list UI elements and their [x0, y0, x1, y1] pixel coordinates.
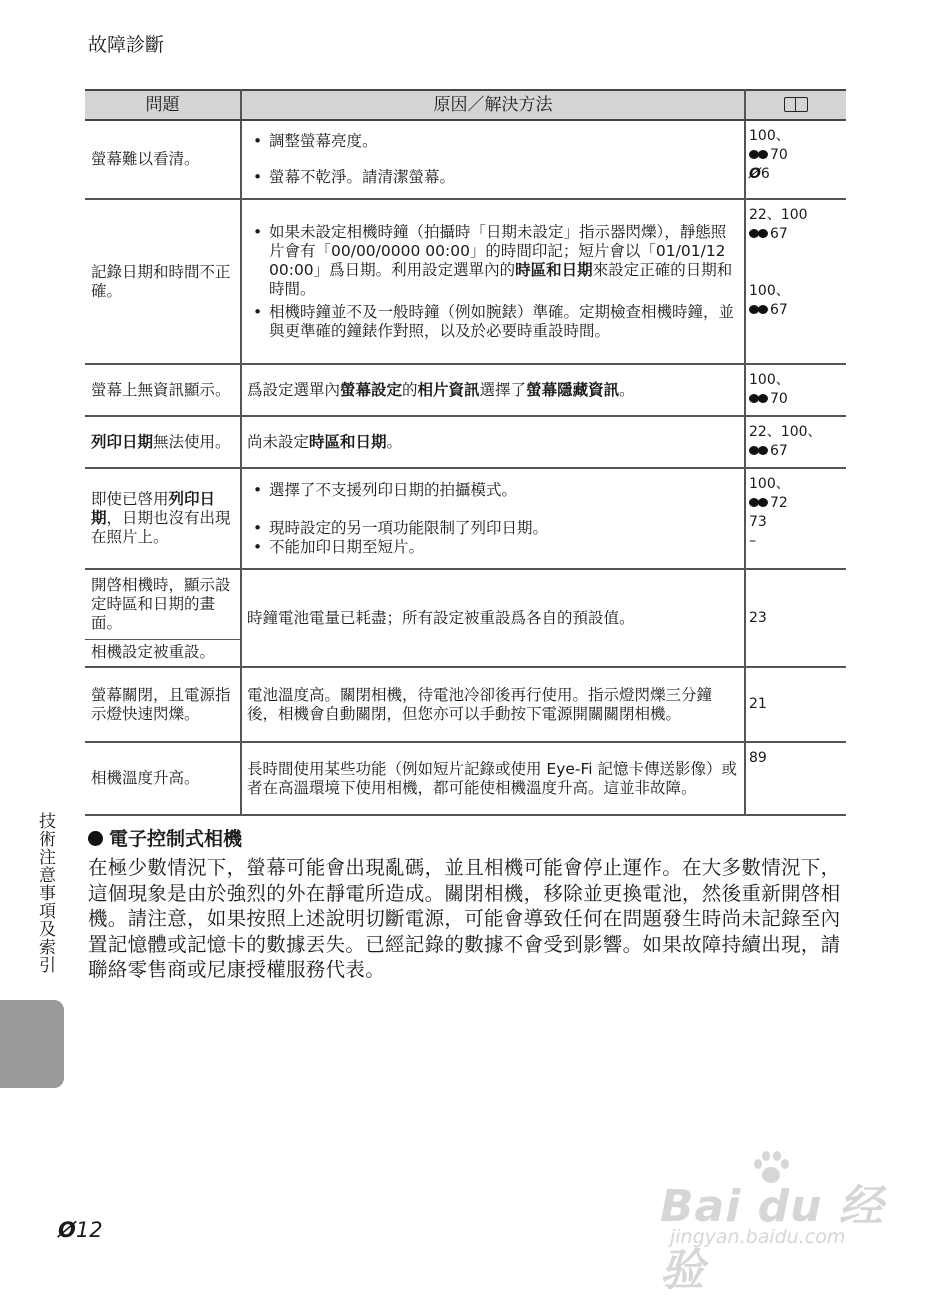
problem-cell: 螢幕關閉，且電源指示燈快速閃爍。 — [85, 667, 241, 742]
table-row — [85, 468, 846, 569]
list-item: • 相機時鐘並不及一般時鐘（例如腕錶）準確。定期檢查相機時鐘，並與更準確的鐘錶作對照，以及於必要時重設時間。 — [247, 303, 739, 341]
list-item: • 螢幕不乾淨。請清潔螢幕。 — [247, 168, 739, 187]
page-ref: 100、 — [749, 128, 790, 144]
reference-section-icon — [749, 446, 769, 456]
page-number: Ø12 — [58, 1218, 103, 1242]
watermark — [660, 1150, 920, 1296]
page-ref: 22、100、 — [749, 424, 822, 440]
table-row — [85, 416, 846, 468]
list-item: • 不能加印日期至短片。 — [247, 538, 739, 557]
technical-notes-icon: Ø — [749, 166, 761, 182]
list-item: • 選擇了不支援列印日期的拍攝模式。 — [247, 481, 739, 500]
cause-cell: 時鐘電池電量已耗盡；所有設定被重設爲各自的預設值。 — [241, 569, 745, 667]
problem-cell: 記錄日期和時間不正確。 — [85, 199, 241, 364]
problem-cell: 即使已啓用列印日期，日期也沒有出現在照片上。 — [85, 468, 241, 569]
problem-cell: 開啓相機時，顯示設定時區和日期的畫面。 — [85, 569, 241, 639]
problem-cell: 螢幕上無資訊顯示。 — [85, 364, 241, 416]
page-ref: 100、 — [749, 283, 790, 299]
troubleshooting-table — [85, 89, 846, 816]
page-ref: 67 — [749, 225, 843, 244]
page-ref: 22、100 — [749, 207, 808, 223]
page-ref: 67 — [749, 301, 843, 320]
cause-cell: 長時間使用某些功能（例如短片記錄或使用 Eye-Fi 記憶卡傳送影像）或者在高溫環境下使用相機，都可能使相機溫度升高。這並非故障。 — [241, 742, 745, 815]
cause-cell — [241, 120, 745, 199]
page-ref: 70 — [749, 146, 843, 165]
reference-cell: 89 — [745, 742, 846, 815]
reference-cell — [745, 199, 846, 364]
page-ref: – — [749, 533, 756, 549]
column-header-cause: 原因／解決方法 — [241, 90, 745, 120]
cause-cell — [241, 199, 745, 364]
table-row — [85, 569, 846, 639]
table-row — [85, 199, 846, 364]
list-item: • 如果未設定相機時鐘（拍攝時「日期未設定」指示器閃爍），靜態照片會有「00/00/0000 00:00」的時間印記；短片會以「01/01/12 00:00」爲日期。利用設定選單內的時區和日期來設定正確的日期和時間。 — [247, 223, 739, 299]
list-item: • 現時設定的另一項功能限制了列印日期。 — [247, 519, 739, 538]
column-header-reference — [745, 90, 846, 120]
reference-cell — [745, 120, 846, 199]
list-item: • 調整螢幕亮度。 — [247, 132, 739, 151]
reference-section-icon — [749, 305, 769, 315]
reference-section-icon — [749, 394, 769, 404]
page-ref: 67 — [749, 442, 843, 461]
reference-book-icon — [783, 96, 809, 113]
problem-cell: 相機溫度升高。 — [85, 742, 241, 815]
column-header-problem: 問題 — [85, 90, 241, 120]
reference-cell: 23 — [745, 569, 846, 667]
cause-cell: 尚未設定時區和日期。 — [241, 416, 745, 468]
cause-cell: 電池溫度高。關閉相機，待電池冷卻後再行使用。指示燈閃爍三分鐘後，相機會自動關閉，但您亦可以手動按下電源開關關閉相機。 — [241, 667, 745, 742]
page-ref: Ø6 — [749, 166, 770, 182]
page-ref: 100、 — [749, 372, 790, 388]
table-row — [85, 364, 846, 416]
side-tab-label: 技術注意事項及索引 — [35, 812, 55, 974]
reference-cell — [745, 468, 846, 569]
cause-cell — [241, 468, 745, 569]
reference-cell — [745, 364, 846, 416]
reference-section-icon — [749, 498, 769, 508]
watermark-url: jingyan.baidu.com — [670, 1226, 846, 1248]
reference-section-icon — [749, 229, 769, 239]
side-tab-marker — [0, 1000, 64, 1088]
reference-cell: 21 — [745, 667, 846, 742]
problem-cell: 列印日期無法使用。 — [85, 416, 241, 468]
table-row — [85, 120, 846, 199]
technical-notes-icon: Ø — [58, 1218, 76, 1242]
bullet-dot-icon — [88, 831, 103, 846]
page-ref: 72 — [749, 494, 843, 513]
reference-cell — [745, 416, 846, 468]
table-header-row — [85, 90, 846, 120]
watermark-brand: Bai du 经验 — [660, 1181, 884, 1296]
page-ref: 70 — [749, 390, 843, 409]
cause-cell: 爲設定選單內螢幕設定的相片資訊選擇了螢幕隱藏資訊。 — [241, 364, 745, 416]
page-ref: 100、 — [749, 476, 790, 492]
page-title: 故障診斷 — [88, 34, 165, 56]
page-ref: 73 — [749, 514, 767, 530]
table-row — [85, 667, 846, 742]
problem-cell: 相機設定被重設。 — [85, 639, 241, 667]
reference-section-icon — [749, 150, 769, 160]
section-body: 在極少數情況下，螢幕可能會出現亂碼，並且相機可能會停止運作。在大多數情況下，這個現象是由於強烈的外在靜電所造成。關閉相機，移除並更換電池，然後重新開啓相機。請注意，如果按照上述說明切斷電源，可能會導致任何在問題發生時尚未記錄至內置記憶體或記憶卡的數據丟失。已經記錄的數據不會受到影響。如果故障持續出現，請聯絡零售商或尼康授權服務代表。 — [88, 856, 841, 981]
problem-cell: 螢幕難以看清。 — [85, 120, 241, 199]
table-row — [85, 742, 846, 815]
section-heading: 電子控制式相機 — [88, 824, 242, 851]
